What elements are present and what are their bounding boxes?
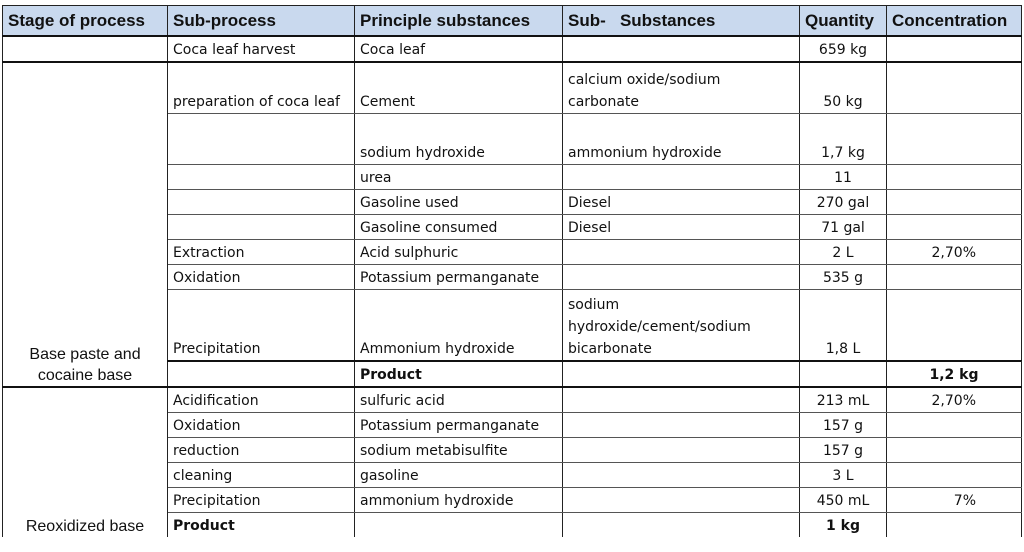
principle-cell: gasoline [355,463,563,488]
principle-cell: Potassium permanganate [355,265,563,290]
concentration-cell [887,36,1022,62]
principle-cell: Ammonium hydroxide [355,290,563,362]
sub-process-cell: Product [355,361,563,387]
concentration-cell [887,413,1022,438]
concentration-cell [887,114,1022,165]
header-sub-process: Sub-process [168,6,355,37]
concentration-cell: 7% [887,488,1022,513]
header-principle-substances: Principle substances [355,6,563,37]
sub-substance-cell [563,240,800,265]
sub-process-cell: Oxidation [168,265,355,290]
stage-reoxidized-base: Reoxidized base [3,387,168,537]
sub-process-cell: preparation of coca leaf [168,62,355,114]
quantity-cell: 2 L [800,240,887,265]
process-table [2,5,1022,537]
header-concentration: Concentration [887,6,1022,37]
sub-substance-cell: Diesel [563,190,800,215]
quantity-cell: 11 [800,165,887,190]
quantity-cell: 50 kg [800,62,887,114]
concentration-cell: 2,70% [887,240,1022,265]
sub-process-cell: Precipitation [168,290,355,362]
principle-cell: Cement [355,62,563,114]
sub-substance-cell [563,265,800,290]
concentration-cell [887,463,1022,488]
sub-substance-cell [563,387,800,413]
sub-substance-cell: ammonium hydroxide [563,114,800,165]
sub-substance-cell [563,488,800,513]
stage-base-paste: Base paste and cocaine base [3,62,168,387]
concentration-cell [887,265,1022,290]
principle-cell: Gasoline consumed [355,215,563,240]
quantity-cell: 1,2 kg [887,361,1022,387]
sub-substance-cell [563,165,800,190]
sub-substance-cell [800,361,887,387]
principle-cell: Acid sulphuric [355,240,563,265]
quantity-cell: 157 g [800,413,887,438]
sub-substance-cell [563,438,800,463]
sub-process-cell: Coca leaf harvest [168,36,355,62]
sub-substance-cell [563,513,800,538]
sub-substance-cell: sodium hydroxide/cement/sodium bicarbonate [563,290,800,362]
concentration-cell: 2,70% [887,387,1022,413]
quantity-cell: 3 L [800,463,887,488]
sub-process-cell: cleaning [168,463,355,488]
sub-process-cell [168,114,355,165]
sub-substance-cell: calcium oxide/sodium carbonate [563,62,800,114]
sub-substance-cell [563,36,800,62]
sub-substance-cell: Diesel [563,215,800,240]
concentration-cell [887,62,1022,114]
header-row [3,6,1022,37]
quantity-cell: 450 mL [800,488,887,513]
principle-cell: urea [355,165,563,190]
sub-substance-cell [563,413,800,438]
quantity-cell: 213 mL [800,387,887,413]
table-row [3,387,1022,413]
concentration-cell [887,513,1022,538]
quantity-cell: 1,7 kg [800,114,887,165]
sub-process-cell [168,190,355,215]
principle-cell: sulfuric acid [355,387,563,413]
stage-cell-empty [3,36,168,62]
header-stage: Stage of process [3,6,168,37]
principle-cell: Gasoline used [355,190,563,215]
table-row [3,62,1022,114]
concentration-cell [887,190,1022,215]
principle-cell: sodium hydroxide [355,114,563,165]
sub-process-cell [168,165,355,190]
sub-substance-cell [563,463,800,488]
concentration-cell [887,215,1022,240]
header-quantity: Quantity [800,6,887,37]
sub-process-cell: Acidification [168,387,355,413]
stage-cell-empty [168,361,355,387]
principle-cell [355,513,563,538]
sub-process-cell: Oxidation [168,413,355,438]
principle-cell: Potassium permanganate [355,413,563,438]
concentration-cell [887,165,1022,190]
quantity-cell: 535 g [800,265,887,290]
sub-process-cell: reduction [168,438,355,463]
sub-process-cell: Extraction [168,240,355,265]
quantity-cell: 157 g [800,438,887,463]
quantity-cell: 71 gal [800,215,887,240]
sub-process-cell: Precipitation [168,488,355,513]
sub-process-cell: Product [168,513,355,538]
principle-cell: sodium metabisulfite [355,438,563,463]
sub-process-cell [168,215,355,240]
quantity-cell: 1 kg [800,513,887,538]
principle-cell: ammonium hydroxide [355,488,563,513]
concentration-cell [887,438,1022,463]
principle-cell: Coca leaf [355,36,563,62]
principle-cell [563,361,800,387]
quantity-cell: 1,8 L [800,290,887,362]
concentration-cell [887,290,1022,362]
header-sub-substances: Sub- Substances [563,6,800,37]
quantity-cell: 659 kg [800,36,887,62]
table-row [3,36,1022,62]
quantity-cell: 270 gal [800,190,887,215]
